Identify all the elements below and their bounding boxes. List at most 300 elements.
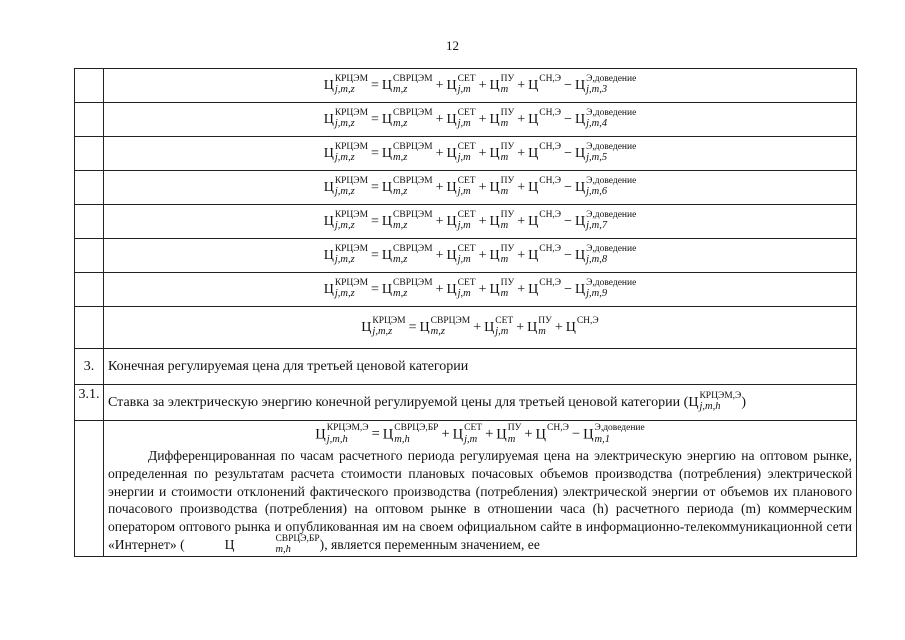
symbol-subscript — [539, 255, 561, 266]
formula-cell — [104, 205, 857, 239]
symbol-base: Ц — [574, 213, 586, 229]
symbol-subscript: j,m,8 — [586, 254, 608, 265]
operator-eq: = — [371, 281, 379, 297]
row-number-cell — [75, 103, 104, 137]
term-symbol — [381, 243, 433, 266]
symbol-subscript: j,m,h — [699, 401, 721, 412]
term-symbol — [381, 209, 433, 232]
operator-minus: − — [564, 213, 572, 229]
formula-cell — [104, 103, 857, 137]
subsection-formula — [104, 421, 856, 447]
symbol-superscript: СЕТ — [457, 277, 476, 288]
symbol-superscript: ПУ — [500, 107, 515, 118]
term-symbol — [446, 209, 476, 232]
symbol-base: Ц — [419, 319, 430, 335]
symbol-superscript: КРЦЭМ — [334, 175, 369, 186]
symbol-base: Ц — [574, 111, 586, 127]
symbol-base: Ц — [381, 111, 393, 127]
symbol-superscript: ПУ — [500, 141, 515, 152]
symbol-base: Ц — [323, 179, 334, 195]
operator-minus: − — [564, 145, 572, 161]
operator-minus: − — [564, 179, 572, 195]
symbol-superscript: Э,доведение — [586, 107, 637, 118]
page-number: 12 — [446, 38, 459, 53]
symbol-base: Ц — [446, 213, 457, 229]
symbol-indices — [595, 425, 645, 445]
symbol-base: Ц — [381, 77, 393, 93]
symbol-superscript: СВРЦЭ,БР — [394, 423, 439, 433]
operator-eq: = — [371, 77, 379, 93]
symbol-indices — [334, 141, 369, 164]
symbol-base: Ц — [381, 145, 393, 161]
symbol-subscript — [539, 85, 561, 96]
symbol-indices — [586, 277, 637, 300]
operator-eq: = — [371, 213, 379, 229]
formula-row — [75, 239, 857, 273]
term-symbol — [489, 209, 515, 232]
symbol-superscript: КРЦЭМ — [334, 141, 369, 152]
operator-eq: = — [371, 426, 380, 443]
operator-eq: = — [371, 179, 379, 195]
term-symbol — [527, 315, 552, 338]
symbol-superscript: КРЦЭМ — [334, 73, 369, 84]
symbol-superscript: ПУ — [500, 243, 515, 254]
inline-symbol — [185, 533, 320, 556]
symbol-base: Ц — [489, 111, 500, 127]
symbol-subscript: j,m,z — [334, 84, 355, 95]
symbol-base: Ц — [315, 426, 326, 443]
symbol-superscript: Э,доведение — [594, 423, 645, 433]
inline-symbol — [688, 390, 742, 413]
symbol-subscript: j,m,6 — [586, 186, 608, 197]
symbol-superscript: Э,доведение — [586, 277, 637, 288]
symbol-indices — [393, 73, 433, 96]
symbol-base: Ц — [688, 394, 699, 410]
symbol-indices — [457, 141, 476, 164]
symbol-subscript: m,z — [393, 152, 408, 163]
operator-minus: − — [564, 247, 572, 263]
operator-plus: + — [478, 281, 487, 297]
symbol-base: Ц — [381, 179, 393, 195]
operator-plus: + — [441, 426, 450, 443]
term-symbol — [528, 73, 562, 96]
symbol-superscript: СЕТ — [457, 175, 476, 186]
symbol-base: Ц — [535, 426, 547, 443]
symbol-base: Ц — [323, 111, 334, 127]
symbol-indices — [539, 175, 562, 198]
symbol-subscript: m — [500, 288, 509, 299]
symbol-superscript: СН,Э — [547, 423, 569, 433]
term-symbol — [446, 141, 476, 164]
symbol-base: Ц — [496, 426, 507, 443]
term-symbol — [381, 277, 433, 300]
term-symbol — [446, 243, 476, 266]
symbol-subscript: j,m — [457, 186, 471, 197]
symbol-indices — [539, 73, 562, 96]
symbol-subscript — [539, 153, 561, 164]
formula-row — [75, 69, 857, 103]
operator-eq: = — [371, 145, 379, 161]
symbol-base: Ц — [528, 281, 539, 297]
term-symbol — [489, 141, 515, 164]
symbol-base: Ц — [574, 281, 586, 297]
symbol-base: Ц — [489, 179, 500, 195]
symbol-indices — [393, 243, 433, 266]
symbol-subscript: j,m — [495, 326, 509, 337]
symbol-subscript — [539, 221, 561, 232]
term-symbol — [484, 315, 514, 338]
symbol-superscript: СН,Э — [539, 141, 562, 152]
symbol-indices — [457, 175, 476, 198]
symbol-base: Ц — [323, 145, 334, 161]
symbol-superscript: КРЦЭМ — [334, 243, 369, 254]
term-symbol — [446, 277, 476, 300]
operator-plus: + — [478, 145, 487, 161]
symbol-base: Ц — [361, 319, 372, 335]
symbol-base: Ц — [489, 281, 500, 297]
symbol-base: Ц — [382, 426, 394, 443]
symbol-indices — [457, 73, 476, 96]
symbol-subscript: j,m,z — [334, 152, 355, 163]
symbol-subscript: m — [538, 326, 546, 337]
formula-cell — [104, 273, 857, 307]
formula-cell — [104, 69, 857, 103]
symbol-base: Ц — [446, 77, 457, 93]
symbol-indices — [699, 390, 742, 413]
symbol-superscript: СН,Э — [539, 243, 562, 254]
symbol-base: Ц — [484, 319, 495, 335]
symbol-indices — [334, 209, 369, 232]
symbol-superscript: СВРЦЭМ — [430, 315, 471, 326]
symbol-base: Ц — [446, 111, 457, 127]
row-number-cell — [75, 273, 104, 307]
symbol-base: Ц — [489, 247, 500, 263]
symbol-subscript: j,m,7 — [586, 220, 608, 231]
formula-cell — [104, 171, 857, 205]
symbol-superscript: СЕТ — [457, 107, 476, 118]
term-symbol — [528, 243, 562, 266]
operator-minus: − — [564, 77, 572, 93]
symbol-indices — [586, 73, 637, 96]
symbol-superscript: Э,доведение — [586, 141, 637, 152]
term-symbol — [574, 175, 637, 198]
symbol-superscript: КРЦЭМ,Э — [326, 423, 369, 433]
symbol-base: Ц — [446, 247, 457, 263]
symbol-subscript: m,z — [393, 186, 408, 197]
section-title: Конечная регулируемая цена для третьей ценовой категории — [104, 349, 857, 385]
term-symbol — [453, 425, 482, 445]
symbol-subscript — [539, 119, 561, 130]
section-row — [75, 349, 857, 385]
term-symbol — [381, 175, 433, 198]
symbol-superscript: СВРЦЭМ — [393, 73, 433, 84]
term-symbol — [536, 425, 569, 445]
symbol-subscript: m — [507, 433, 516, 445]
symbol-superscript: СЕТ — [457, 209, 476, 220]
operator-plus: + — [554, 319, 563, 335]
row-number-cell — [75, 307, 104, 349]
symbol-indices — [576, 315, 599, 338]
lhs-symbol — [323, 73, 369, 96]
symbol-subscript: m — [500, 220, 509, 231]
symbol-superscript: ПУ — [500, 73, 515, 84]
symbol-base: Ц — [528, 213, 539, 229]
subsection-body-row — [75, 421, 857, 557]
symbol-superscript: ПУ — [500, 175, 515, 186]
symbol-indices — [334, 277, 369, 300]
symbol-subscript: j,m — [457, 288, 471, 299]
operator-plus: + — [478, 213, 487, 229]
subsection-number: 3.1. — [75, 385, 104, 421]
symbol-base: Ц — [528, 111, 539, 127]
lhs-symbol — [323, 243, 369, 266]
symbol-indices — [539, 277, 562, 300]
symbol-indices — [457, 277, 476, 300]
symbol-subscript: j,m,z — [334, 118, 355, 129]
term-symbol — [583, 425, 645, 445]
symbol-indices — [586, 107, 637, 130]
operator-eq: = — [371, 247, 379, 263]
symbol-superscript: СН,Э — [539, 73, 562, 84]
operator-plus: + — [517, 111, 526, 127]
symbol-superscript: КРЦЭМ,Э — [699, 390, 742, 401]
symbol-indices — [495, 315, 514, 338]
symbol-base: Ц — [381, 281, 393, 297]
paragraph-end: ), является переменным значением, ее — [319, 537, 540, 553]
symbol-subscript: j,m,z — [334, 220, 355, 231]
term-symbol — [528, 107, 562, 130]
operator-plus: + — [435, 111, 444, 127]
operator-minus: − — [564, 111, 572, 127]
symbol-superscript: СН,Э — [539, 107, 562, 118]
operator-eq: = — [371, 111, 379, 127]
term-symbol — [496, 425, 521, 445]
operator-plus: + — [517, 145, 526, 161]
operator-plus: + — [478, 247, 487, 263]
operator-plus: + — [516, 319, 525, 335]
symbol-subscript — [539, 289, 561, 300]
symbol-subscript: m,z — [430, 326, 445, 337]
symbol-subscript: j,m — [457, 254, 471, 265]
row-number-cell — [75, 69, 104, 103]
symbol-base: Ц — [528, 179, 539, 195]
symbol-base: Ц — [489, 145, 500, 161]
symbol-base: Ц — [489, 77, 500, 93]
symbol-base: Ц — [323, 247, 334, 263]
symbol-superscript: КРЦЭМ — [334, 209, 369, 220]
term-symbol — [489, 107, 515, 130]
subsection-text: Ставка за электрическую энергию конечной регулируемой цены для третьей ценовой категории ( — [108, 394, 689, 410]
formula-row — [75, 137, 857, 171]
symbol-indices — [500, 277, 515, 300]
formula-cell — [104, 239, 857, 273]
symbol-base: Ц — [489, 213, 500, 229]
symbol-indices — [393, 107, 433, 130]
operator-plus: + — [435, 213, 444, 229]
symbol-base: Ц — [381, 247, 393, 263]
symbol-subscript: m,z — [393, 288, 408, 299]
symbol-base: Ц — [528, 77, 539, 93]
operator-plus: + — [517, 247, 526, 263]
lhs-symbol — [323, 175, 369, 198]
symbol-indices — [334, 175, 369, 198]
symbol-base: Ц — [528, 247, 539, 263]
formula-table — [74, 68, 857, 557]
symbol-indices — [539, 209, 562, 232]
symbol-subscript — [547, 435, 569, 446]
row-number-cell — [75, 239, 104, 273]
symbol-indices — [235, 533, 320, 556]
operator-plus: + — [473, 319, 482, 335]
symbol-indices — [334, 243, 369, 266]
symbol-base: Ц — [574, 179, 586, 195]
symbol-indices — [393, 175, 433, 198]
symbol-subscript — [539, 187, 561, 198]
symbol-subscript: m,z — [393, 254, 408, 265]
symbol-superscript: СН,Э — [539, 277, 562, 288]
symbol-base: Ц — [323, 77, 334, 93]
symbol-subscript: j,m — [457, 118, 471, 129]
symbol-subscript: m — [500, 118, 509, 129]
symbol-base: Ц — [452, 426, 464, 443]
symbol-indices — [539, 107, 562, 130]
symbol-base: Ц — [565, 319, 576, 335]
lhs-symbol — [323, 107, 369, 130]
term-symbol — [528, 209, 562, 232]
symbol-subscript: m — [500, 84, 509, 95]
symbol-superscript: ПУ — [500, 277, 515, 288]
symbol-subscript: j,m — [457, 84, 471, 95]
lhs-symbol — [323, 209, 369, 232]
symbol-indices — [464, 425, 482, 445]
lhs-symbol — [315, 425, 368, 445]
symbol-base: Ц — [574, 77, 586, 93]
symbol-superscript: СН,Э — [539, 175, 562, 186]
term-symbol — [565, 315, 599, 338]
symbol-superscript: СН,Э — [576, 315, 599, 326]
symbol-indices — [586, 175, 637, 198]
symbol-superscript: КРЦЭМ — [334, 107, 369, 118]
symbol-subscript: m,1 — [594, 433, 611, 445]
subsection-title — [104, 385, 857, 421]
symbol-subscript — [577, 327, 599, 338]
symbol-indices — [457, 107, 476, 130]
operator-plus: + — [517, 213, 526, 229]
symbol-subscript: m,z — [393, 118, 408, 129]
term-symbol — [574, 107, 637, 130]
symbol-indices — [539, 243, 562, 266]
row-number-cell — [75, 137, 104, 171]
symbol-superscript: СН,Э — [539, 209, 562, 220]
subsection-body — [104, 421, 857, 557]
operator-minus: − — [564, 281, 572, 297]
symbol-indices — [547, 425, 569, 445]
symbol-indices — [500, 209, 515, 232]
symbol-superscript: СЕТ — [457, 243, 476, 254]
lhs-symbol — [323, 141, 369, 164]
term-symbol — [489, 277, 515, 300]
symbol-indices — [372, 315, 406, 338]
symbol-base: Ц — [323, 281, 334, 297]
term-symbol — [381, 141, 433, 164]
operator-plus: + — [435, 179, 444, 195]
term-symbol — [528, 141, 562, 164]
symbol-superscript: СВРЦЭМ — [393, 107, 433, 118]
symbol-indices — [327, 425, 369, 445]
lhs-symbol — [361, 315, 406, 338]
formula-row — [75, 205, 857, 239]
symbol-indices — [334, 107, 369, 130]
symbol-superscript: СВРЦЭ,БР — [275, 533, 320, 544]
symbol-subscript: j,m,4 — [586, 118, 608, 129]
symbol-subscript: j,m,3 — [586, 84, 608, 95]
formula-row — [75, 307, 857, 349]
paragraph-text: Дифференцированная по часам расчетного периода регулируемая цена на электрическую энергию на оптовом рынке, определенная по результатам расчета стоимости плановых почасовых объемов производства (потребления) электрической энергии и стоимости отклонений фактического производства (потребления) электрической энергии от объемов их планового почасового производства (потребления) на оптовом рынке в отношении часа (h) расчетного периода (m) коммерческим оператором оптового рынка и опубликованная им на своем официальном сайте в информационно-телекоммуникационной сети «Интернет» ( — [108, 448, 852, 553]
symbol-base: Ц — [446, 145, 457, 161]
symbol-indices — [586, 209, 637, 232]
operator-plus: + — [478, 111, 487, 127]
formula-cell — [104, 307, 857, 349]
symbol-superscript: ПУ — [507, 423, 522, 433]
operator-plus: + — [524, 426, 533, 443]
section-number: 3. — [75, 349, 104, 385]
operator-plus: + — [517, 179, 526, 195]
subsection-row — [75, 385, 857, 421]
formula-row — [75, 103, 857, 137]
term-symbol — [381, 107, 433, 130]
symbol-indices — [393, 209, 433, 232]
symbol-indices — [457, 243, 476, 266]
term-symbol — [489, 175, 515, 198]
symbol-base: Ц — [323, 213, 334, 229]
symbol-subscript: j,m,z — [334, 288, 355, 299]
operator-plus: + — [478, 77, 487, 93]
symbol-superscript: СЕТ — [464, 423, 483, 433]
symbol-superscript: Э,доведение — [586, 243, 637, 254]
symbol-superscript: СЕТ — [457, 73, 476, 84]
term-symbol — [574, 141, 637, 164]
symbol-base: Ц — [446, 179, 457, 195]
operator-plus: + — [478, 179, 487, 195]
symbol-subscript: j,m,z — [334, 186, 355, 197]
symbol-superscript: ПУ — [538, 315, 552, 326]
row-number-cell — [75, 205, 104, 239]
operator-plus: + — [435, 145, 444, 161]
symbol-indices — [334, 73, 369, 96]
symbol-indices — [500, 243, 515, 266]
symbol-base: Ц — [583, 426, 594, 443]
symbol-base: Ц — [527, 319, 538, 335]
formula-row — [75, 171, 857, 205]
symbol-indices — [586, 243, 637, 266]
symbol-subscript: j,m,5 — [586, 152, 608, 163]
symbol-subscript: m — [500, 186, 509, 197]
symbol-subscript: m — [500, 152, 509, 163]
symbol-subscript: m,h — [394, 433, 410, 445]
symbol-subscript: j,m,z — [372, 326, 393, 337]
term-symbol — [489, 73, 515, 96]
symbol-subscript: m,z — [393, 220, 408, 231]
operator-minus: − — [571, 426, 581, 443]
symbol-superscript: СЕТ — [495, 315, 514, 326]
term-symbol — [574, 209, 637, 232]
row-number-cell — [75, 171, 104, 205]
symbol-subscript: j,m,9 — [586, 288, 608, 299]
term-symbol — [574, 277, 637, 300]
term-symbol — [574, 243, 637, 266]
symbol-indices — [508, 425, 522, 445]
operator-plus: + — [435, 281, 444, 297]
